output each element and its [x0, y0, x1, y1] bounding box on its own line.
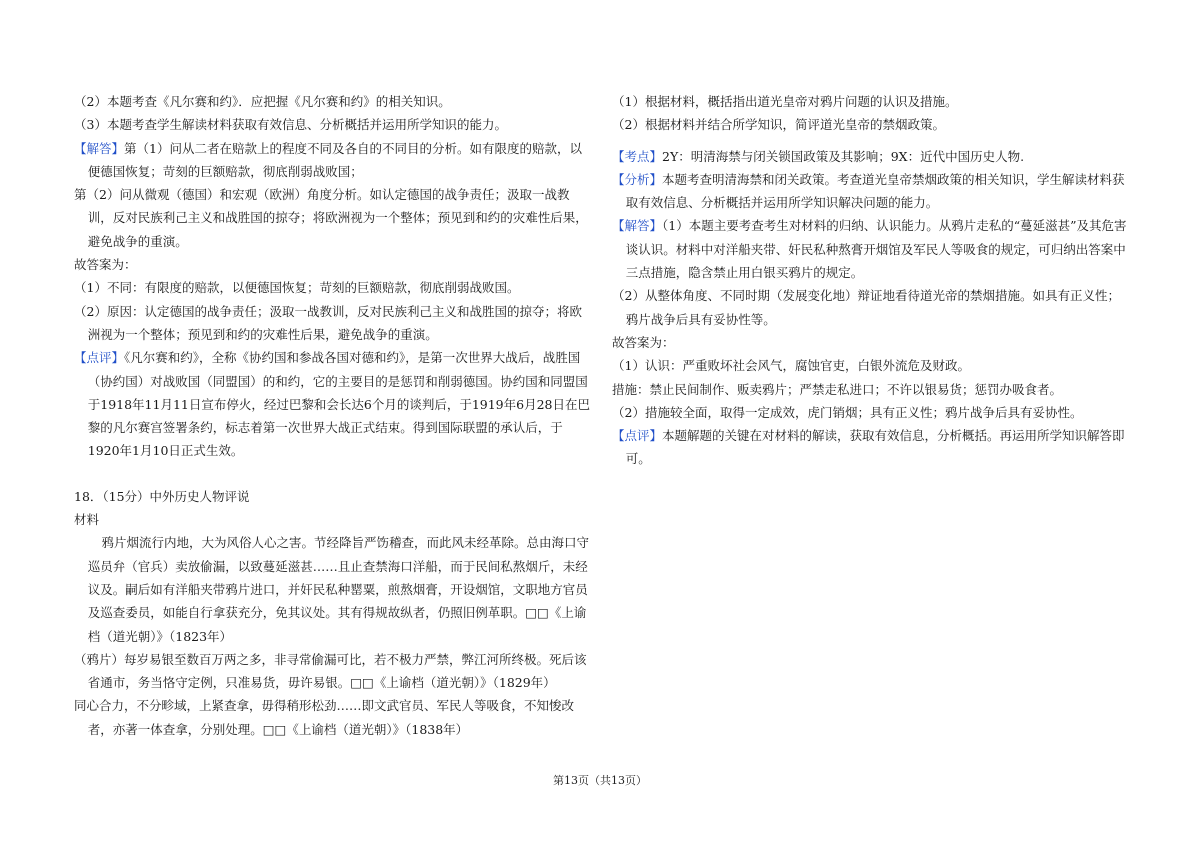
- paragraph-text: 18．（15分）中外历史人物评说: [74, 488, 250, 504]
- paragraph-text: 材料: [74, 512, 100, 528]
- paragraph: [74, 648, 594, 695]
- section-tag: 【点评】: [74, 350, 125, 366]
- paragraph: [612, 214, 1132, 284]
- paragraph: [612, 113, 1132, 136]
- paragraph: [74, 531, 594, 647]
- paragraph-text: （2）从整体角度、不同时期（发展变化地）辩证地看待道光帝的禁烟措施。如具有正义性；鸦片战争后具有妥协性等。: [612, 288, 1120, 327]
- section-tag: 【解答】: [74, 140, 125, 156]
- paragraph: [74, 276, 594, 299]
- paragraph-text: （3）本题考查学生解读材料获取有效信息、分析概括并运用所学知识的能力。: [74, 117, 507, 133]
- paragraph: [612, 354, 1132, 377]
- paragraph: [74, 113, 594, 136]
- paragraph-text: 本题解题的关键在对材料的解读，获取有效信息，分析概括。再运用所学知识解答即可。: [625, 428, 1125, 467]
- paragraph: [612, 168, 1132, 215]
- paragraph-text: 《凡尔赛和约》，全称《协约国和参战各国对德和约》，是第一次世界大战后，战胜国（协约国）对战败国（同盟国）的和约，它的主要目的是惩罚和削弱德国。协约国和同盟国于1918年11月11日宣布停火，经过巴黎和会长达6个月的谈判后，于1919年6月28日在巴黎的凡尔赛宫签署条约，标志着第一次世界大战正式结束。得到国际联盟的承认后，于1920年1月10日正式生效。: [87, 350, 590, 459]
- paragraph: [612, 331, 1132, 354]
- paragraph: [74, 346, 594, 462]
- paragraph: [74, 694, 594, 741]
- paragraph: [612, 378, 1132, 401]
- right-column: [612, 90, 1132, 471]
- paragraph: [74, 300, 594, 347]
- paragraph-text: （2）根据材料并结合所学知识，简评道光皇帝的禁烟政策。: [612, 117, 945, 133]
- paragraph: [612, 145, 1132, 168]
- paragraph-text: 故答案为：: [74, 257, 137, 273]
- left-column: [74, 90, 594, 741]
- paragraph: [74, 253, 594, 276]
- paragraph: [74, 90, 594, 113]
- paragraph: [74, 485, 594, 508]
- section-tag: 【点评】: [612, 428, 663, 444]
- paragraph-text: （1）认识：严重败坏社会风气，腐蚀官吏，白银外流危及财政。: [612, 358, 970, 374]
- paragraph: [612, 401, 1132, 424]
- paragraph: [612, 284, 1132, 331]
- paragraph-text: 第（1）问从二者在赔款上的程度不同及各自的不同目的分析。如有限度的赔款，以便德国恢复；苛刻的巨额赔款，彻底削弱战败国；: [87, 140, 582, 179]
- paragraph-text: （1）不同：有限度的赔款，以便德国恢复；苛刻的巨额赔款，彻底削弱战败国。: [74, 280, 520, 296]
- paragraph-text: （2）原因：认定德国的战争责任；汲取一战教训，反对民族利己主义和战胜国的掠夺；将欧洲视为一个整体；预见到和约的灾难性后果，避免战争的重演。: [74, 303, 582, 342]
- paragraph-text: （2）本题考查《凡尔赛和约》．应把握《凡尔赛和约》的相关知识。: [74, 94, 451, 109]
- paragraph-text: 2Y：明清海禁与闭关锁国政策及其影响；9X：近代中国历史人物.: [662, 148, 1025, 164]
- paragraph: [74, 183, 594, 253]
- paragraph-text: 本题考查明清海禁和闭关政策。考查道光皇帝禁烟政策的相关知识，学生解读材料获取有效信息、分析概括并运用所学知识解决问题的能力。: [625, 171, 1125, 211]
- paragraph-text: 同心合力，不分畛域，上紧查拿，毋得稍形松劲……即文武官员、军民人等吸食，不知悛改者，亦著一体查拿，分别处理。□□《上谕档（道光朝）》（1838年）: [74, 698, 575, 737]
- paragraph: [74, 508, 594, 531]
- spacer: [74, 463, 594, 485]
- section-tag: 【考点】: [612, 148, 663, 164]
- paragraph-text: 鸦片烟流行内地，大为风俗人心之害。节经降旨严饬稽查，而此风未经革除。总由海口守巡员弁（官兵）卖放偷漏，以致蔓延滋甚……且止查禁海口洋船，而于民间私熬烟斤，未经议及。嗣后如有洋船夹带鸦片进口，并奸民私种罂粟，煎熬烟膏，开设烟馆，文职地方官员及巡查委员，如能自行拿获充分，免其议处。其有得规故纵者，仍照旧例革职。□□《上谕档（道光朝）》（1823年）: [87, 535, 590, 644]
- paragraph-text: （1）根据材料，概括指出道光皇帝对鸦片问题的认识及措施。: [612, 94, 958, 109]
- paragraph-text: 措施：禁止民间制作、贩卖鸦片；严禁走私进口；不许以银易货；惩罚办吸食者。: [612, 381, 1063, 397]
- paragraph-text: （鸦片）每岁易银至数百万两之多，非寻常偷漏可比，若不极力严禁，弊江河所终极。死后该省通市，务当恪守定例，只准易货，毋许易银。□□《上谕档（道光朝）》（1829年）: [74, 651, 587, 691]
- section-tag: 【分析】: [612, 171, 663, 187]
- page-footer: 第13页（共13页）: [553, 774, 647, 787]
- paragraph: [74, 137, 594, 184]
- paragraph: [612, 90, 1132, 113]
- paragraph: [612, 424, 1132, 471]
- spacer: [612, 137, 1132, 145]
- paragraph-text: 第（2）问从微观（德国）和宏观（欧洲）角度分析。如认定德国的战争责任；汲取一战教训，反对民族利己主义和战胜国的掠夺；将欧洲视为一个整体；预见到和约的灾难性后果，避免战争的重演。: [74, 187, 588, 249]
- paragraph-text: （2）措施较全面，取得一定成效，虎门销烟；具有正义性；鸦片战争后具有妥协性。: [612, 404, 1083, 420]
- section-tag: 【解答】: [612, 218, 663, 234]
- paragraph-text: （1）本题主要考查考生对材料的归纳、认识能力。从鸦片走私的“蔓延滋甚”及其危害谈认识。材料中对洋船夹带、奸民私种熬膏开烟馆及军民人等吸食的规定，可归纳出答案中三点措施，隐含禁止用白银买鸦片的规定。: [625, 218, 1127, 281]
- paragraph-text: 故答案为：: [612, 334, 675, 350]
